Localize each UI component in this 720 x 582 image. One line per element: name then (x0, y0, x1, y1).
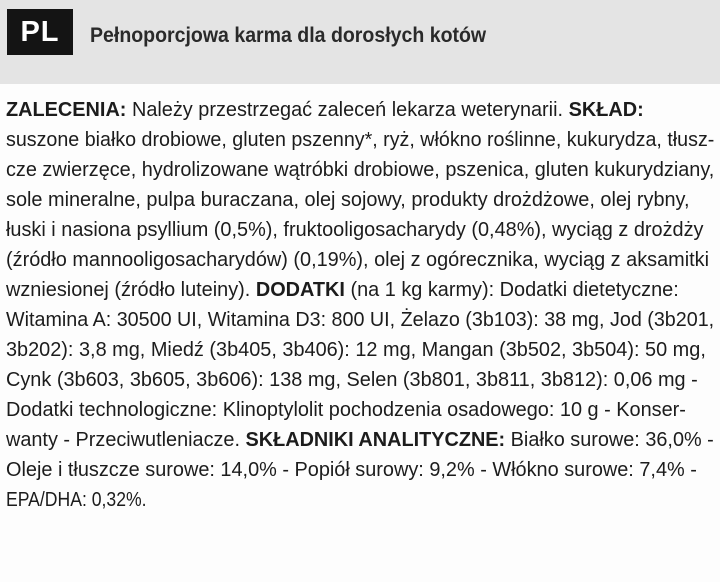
text-segment: Witamina A: 30500 UI, Witamina D3: 800 UI, Żelazo (3b103): 38 mg, Jod (3b201, (6, 309, 715, 331)
product-title: Pełnoporcjowa karma dla dorosłych kotów (90, 24, 487, 47)
text-line (6, 335, 714, 365)
section-heading: SKŁADNIKI ANALITYCZNE: (245, 429, 506, 451)
text-segment: cze zwierzęce, hydrolizowane wątróbki drobiowe, pszenica, gluten kukurydziany, (6, 159, 715, 181)
text-line (6, 455, 714, 485)
header-band (0, 0, 720, 84)
text-segment: Oleje i tłuszcze surowe: 14,0% - Popiół surowy: 9,2% - Włókno surowe: 7,4% - (6, 459, 697, 481)
text-segment: Cynk (3b603, 3b605, 3b606): 138 mg, Selen (3b801, 3b811, 3b812): 0,06 mg - (6, 369, 698, 391)
section-heading: SKŁAD: (568, 99, 644, 121)
text-segment: (na 1 kg karmy): Dodatki dietetyczne: (344, 279, 679, 301)
text-segment: 3b202): 3,8 mg, Miedź (3b405, 3b406): 12 mg, Mangan (3b502, 3b504): 50 mg, (6, 339, 706, 361)
text-segment: Dodatki technologiczne: Klinoptylolit pochodzenia osadowego: 10 g - Konser- (6, 399, 686, 421)
text-segment: Należy przestrzegać zaleceń lekarza weterynarii. (126, 99, 569, 121)
text-line (6, 95, 714, 125)
text-segment: wzniesionej (źródło luteiny). (6, 279, 256, 301)
composition-text (6, 95, 718, 515)
text-line (6, 365, 714, 395)
text-segment: wanty - Przeciwutleniacze. (6, 429, 246, 451)
text-segment: EPA/DHA: 0,32%. (6, 489, 147, 511)
section-heading: DODATKI (255, 279, 345, 301)
text-line (6, 425, 713, 455)
text-line (6, 275, 714, 305)
text-line (6, 485, 633, 515)
language-badge: PL (7, 9, 73, 55)
text-line (6, 215, 714, 245)
text-segment: suszone białko drobiowe, gluten pszenny*, ryż, włókno roślinne, kukurydza, tłusz- (6, 129, 715, 151)
text-line (6, 185, 714, 215)
text-line (6, 305, 715, 335)
text-segment: (źródło mannooligosacharydów) (0,19%), olej z ogórecznika, wyciąg z aksamitki (6, 249, 710, 271)
text-line (6, 125, 715, 155)
section-heading: ZALECENIA: (6, 99, 127, 121)
text-segment: sole mineralne, pulpa buraczana, olej sojowy, produkty drożdżowe, olej rybny, (6, 189, 690, 211)
text-segment: Białko surowe: 36,0% - (505, 429, 714, 451)
text-segment: łuski i nasiona psyllium (0,5%), fruktooligosacharydy (0,48%), wyciąg z drożdży (6, 219, 704, 241)
text-line (6, 245, 714, 275)
text-line (6, 155, 713, 185)
text-line (6, 395, 714, 425)
